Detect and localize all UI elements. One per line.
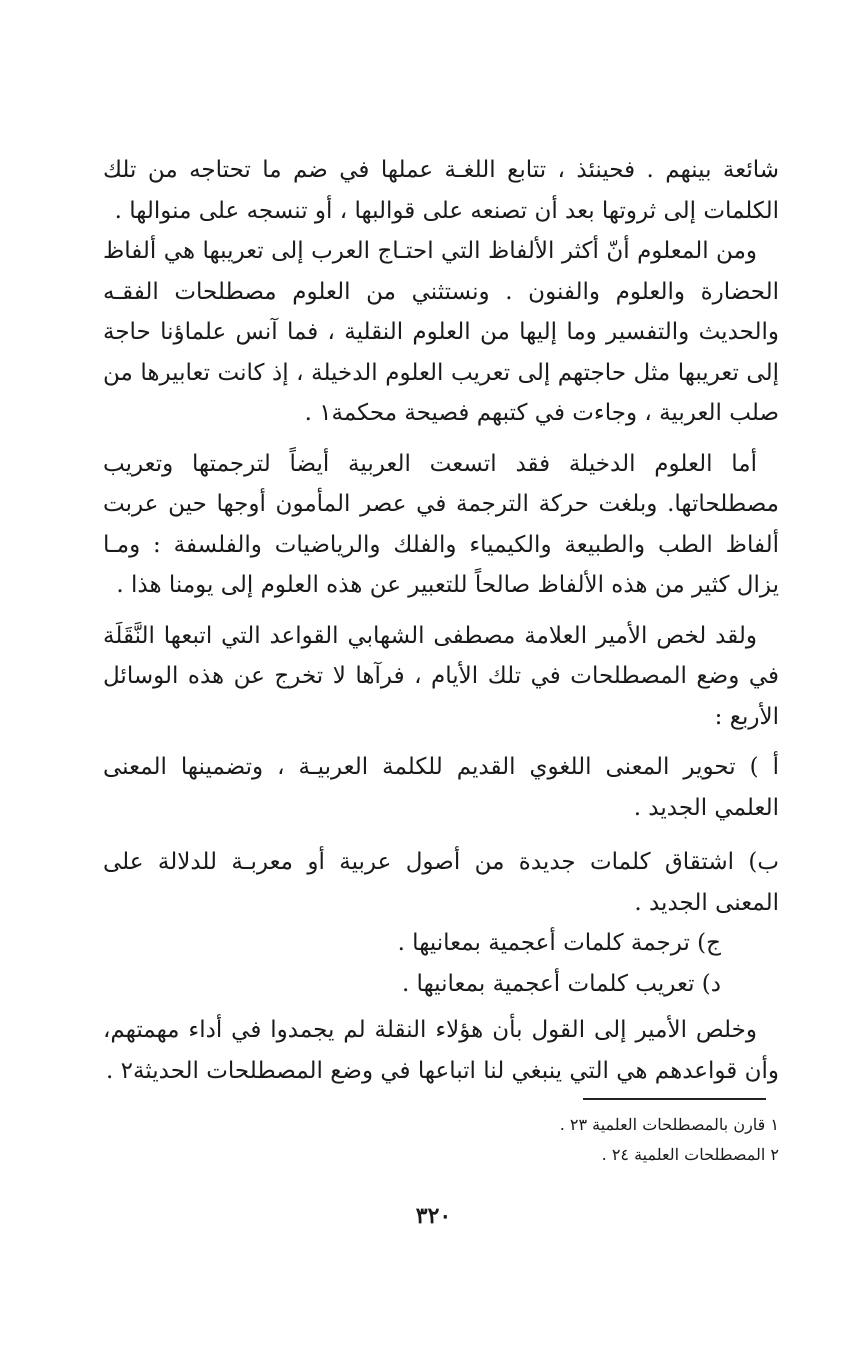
paragraph-continuation: شائعة بينهم . فحينئذ ، تتابع اللغـة عملها في ضم ما تحتاجه من تلك الكلمات إلى ثروتها بعد أن تصنعه على قوالبها ، أو تنسجه على منوالها . (103, 157, 779, 224)
list-item: د) تعريب كلمات أعجمية بمعانيها . (401, 970, 721, 997)
paragraph-conclusion: وخلص الأمير إلى القول بأن هؤلاء النقلة لم يجمدوا في أداء مهمتهم، وأن قواعدهم هي التي ينبغي لنا اتباعها في وضع المصطلحات الحديثة٢ . (103, 1017, 779, 1084)
paragraph-shihabi-rules: ولقد لخص الأمير العلامة مصطفى الشهابي القواعد التي اتبعها النَّقَلَة في وضع المصطلحات في تلك الأيام ، فرآها لا تخرج عن هذه الوسائل الأربع : (103, 622, 779, 730)
page-number: ٣٢٠ (415, 1203, 452, 1229)
list-item: ب) اشتقاق كلمات جديدة من أصول عربية أو معربـة للدلالة على المعنى الجديد . (103, 849, 779, 916)
list-item: ج) ترجمة كلمات أعجمية بمعانيها . (397, 930, 721, 956)
paragraph-foreign-sciences: أما العلوم الدخيلة فقد اتسعت العربية أيضاً لترجمتها وتعريب مصطلحاتها. وبلغت حركة الترجمة في عصر المأمون أوجها حين عربت ألفاظ الطب والطبيعة والكيمياء والفلك والرياضيات والفلسفة : ومـا يزال كثير من هذه الألفاظ صالحاً للتعبير عن هذه العلوم إلى يومنا هذا . (103, 450, 779, 598)
paragraph-loanwords: ومن المعلوم أنّ أكثر الألفاظ التي احتـاج العرب إلى تعريبها هي ألفاظ الحضارة والعلوم والفنون . ونستثني من العلوم مصطلحات الفقـه والحديث والتفسير وما إليها من العلوم النقلية ، فما آنس علماؤنا حاجة إلى تعريبها مثل حاجتهم إلى تعريب العلوم الدخيلة ، إذ كانت تعابيرها من صلب العربية ، وجاءت في كتبهم فصيحة محكمة١ . (103, 238, 779, 426)
footnote: ٢ المصطلحات العلمية ٢٤ . (601, 1145, 779, 1164)
list-item: أ ) تحوير المعنى اللغوي القديم للكلمة العربيـة ، وتضمينها المعنى العلمي الجديد . (103, 754, 779, 821)
footnote: ١ قارن بالمصطلحات العلمية ٢٣ . (559, 1115, 779, 1134)
footnote-divider (583, 1098, 766, 1100)
main-text (103, 150, 779, 1091)
footnotes (103, 1110, 779, 1170)
